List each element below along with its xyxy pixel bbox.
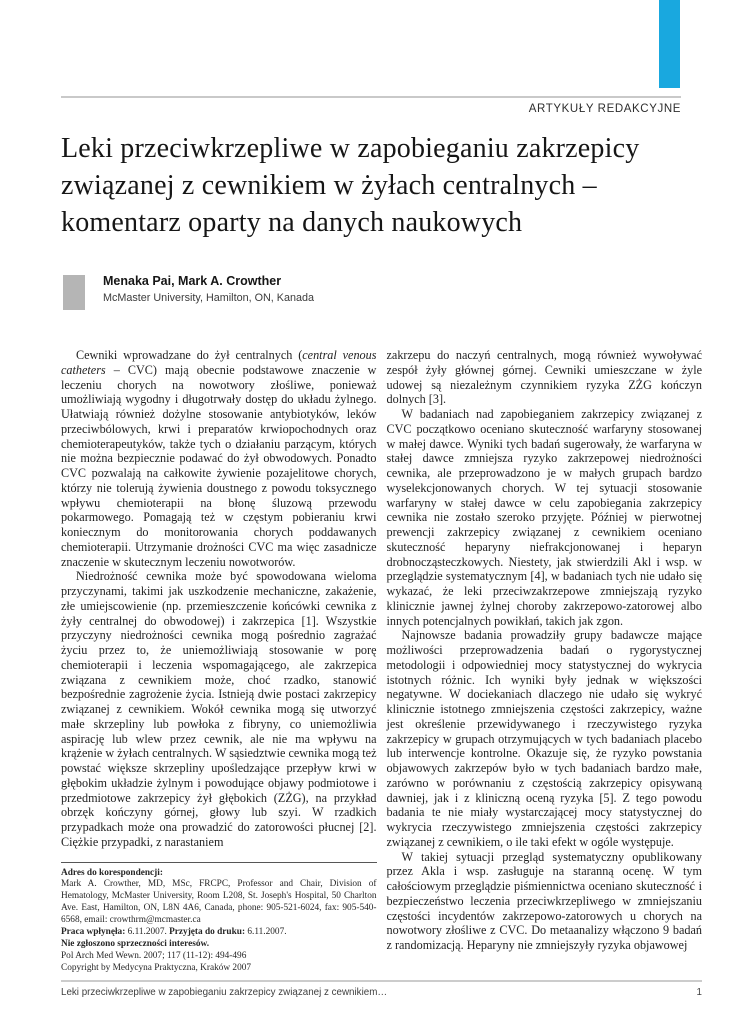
conflict-statement (61, 939, 377, 951)
paragraph: W takiej sytuacji przegląd systematyczny opublikowany przez Akla i wsp. zasługuje na staranną ocenę. W tym całościowym przeglądzie piśmiennictwa oceniano skuteczność i bezpieczeństwo leczenia przeciwkrzepliwego w zmniejszaniu częstości incydentów zakrzepowo-zatorowych u chorych na nowotwory złośliwe z CVC. Do metaanalizy włączono 9 badań z randomizacją. Heparyny nie zmniejszyły ryzyka objawowej (386, 849, 702, 952)
author-block (63, 274, 314, 310)
correspondence-address: Mark A. Crowther, MD, MSc, FRCPC, Professor and Chair, Division of Hematology, McMaster University, Room L208, St. Joseph's Hospital, 50 Charlton Ave. East, Hamilton, ON, L8N 4A6, Canada, phone: 905-521-6024, fax: 905-540-6568, email: crowthrm@mcmaster.ca (61, 879, 377, 926)
journal-citation: Pol Arch Med Wewn. 2007; 117 (11-12): 494-496 (61, 950, 247, 961)
paragraph-text: – CVC) mają obecnie podstawowe znaczenie w leczeniu chorych na nowotwory złośliwe, ponieważ umożliwiają wygodny i długotrwały dostęp do układu żylnego. Ułatwiają również dożylne stosowanie antybiotyków, leków przeciwbólowych, krwi i preparatów krwiopochodnych oraz chemioterapeutyków, także tych o działaniu parzącym, których nie można bezpiecznie podawać do żył obwodowych. Ponadto CVC pozwalają na całkowite żywienie pozajelitowe chorych, którzy nie tolerują żywienia doustnego z powodu toksycznego wpływu chemioterapii na błonę śluzową przewodu pokarmowego. Pomagają też w częstym pobieraniu krwi koniecznym do monitorowania chorych poddawanych chemioterapii. Utrzymanie drożności CVC ma więc zasadnicze znaczenie w skutecznym leczeniu nowotworów. (61, 362, 377, 569)
correspondence-label (61, 868, 377, 880)
page-number: 1 (696, 987, 702, 998)
latin-term-italic: central venous catheters (61, 348, 377, 377)
author-names: Menaka Pai, Mark A. Crowther (103, 274, 282, 288)
accepted-date: 6.11.2007. (247, 927, 287, 938)
paragraph: W badaniach nad zapobieganiem zakrzepicy związanej z CVC początkowo oceniano skuteczność warfaryny stosowanej w małej dawce. Wyniki tych badań sugerowały, że warfaryna w stałej dawce zmniejsza ryzyko zakrzepowej niedrożności cewnika, ale przeprowadzono je w małych grupach bardzo wyselekcjonowanych chorych. W tej sytuacji stosowanie warfaryny w stałej dawce w celu zapobiegania zakrzepicy cewnika nie zostało szeroko przyjęte. Później w pierwotnej prewencji zakrzepicy związanej z cewnikiem oceniano skuteczność heparyny niefrakcjonowanej i heparyn drobnocząsteczkowych. Niestety, jak stwierdzili Akl i wsp. w przeglądzie systematycznym [4], w badaniach tych nie udało się wykazać, że leki przeciwzakrzepowe zmniejszają ryzyko klinicznie jawnej żylnej choroby zakrzepowo-zatorowej albo innych potencjalnych powikłań, takich jak zgon. (386, 407, 702, 628)
paragraph-text: Cewniki wprowadzane do żył centralnych ( (76, 348, 303, 362)
accepted-label: Przyjęta do druku: (169, 927, 246, 938)
author-marker-square (63, 275, 85, 310)
received-date: 6.11.2007. (127, 927, 167, 938)
paragraph: Najnowsze badania prowadziły grupy badawcze mające możliwości przeprowadzenia badań o rygorystycznej metodologii i odpowiedniej mocy statystycznej do wykrycia istotnych różnic. Ich wyniki były jednak w większości negatywne. W dociekaniach dlaczego nie udało się wykryć klinicznie istotnego zmniejszenia częstości zakrzepicy, ważne jest określenie przewidywanego i rzeczywistego ryzyka zakrzepicy w grupach otrzymujących w tych badaniach placebo lub interwencje kontrolne. Okazuje się, że ryzyko powstania objawowych zakrzepów było w tych badaniach bardzo małe, zarówno w porównaniu z częstością zakrzepicy opisywaną dawniej, jak i z kliniczną oceną ryzyka [5]. Z tego powodu badania te nie miały wystarczającej mocy statystycznej do wykrycia rzeczywistego zmniejszenia częstości zakrzepicy związanej z cewnikiem, o ile taki efekt w ogóle występuje. (386, 628, 702, 849)
header-rule (61, 96, 681, 98)
article-title: Leki przeciwkrzepliwe w zapobieganiu zakrzepicy związanej z cewnikiem w żyłach centralnych – komentarz oparty na danych naukowych (61, 133, 640, 238)
right-column (387, 348, 703, 975)
correspondence-label-text: Adres do korespondencji: (61, 867, 163, 878)
section-category: ARTYKUŁY REDAKCYJNE (528, 103, 681, 115)
running-title: Leki przeciwkrzepliwe w zapobieganiu zakrzepicy związanej z cewnikiem… (61, 987, 388, 998)
left-column (61, 348, 377, 975)
submission-dates (61, 927, 377, 939)
paragraph (61, 348, 377, 569)
body-columns (61, 348, 702, 975)
accent-corner-bar (659, 0, 680, 88)
paragraph-continuation: zakrzepu do naczyń centralnych, mogą również wywoływać zespół żyły głównej górnej. Cewniki umieszczane w żyle udowej są niezależnym czynnikiem ryzyka ZŻG kończyn dolnych [3]. (386, 348, 702, 407)
conflict-statement-text: Nie zgłoszono sprzeczności interesów. (61, 938, 210, 949)
correspondence-footnote (61, 862, 377, 975)
copyright-line: Copyright by Medycyna Praktyczna, Kraków 2007 (61, 962, 252, 973)
page-footer (61, 980, 702, 998)
received-label: Praca wpłynęła: (61, 927, 126, 938)
author-affiliation: McMaster University, Hamilton, ON, Kanada (103, 292, 315, 304)
paragraph: Niedrożność cewnika może być spowodowana wieloma przyczynami, takimi jak uszkodzenie mechaniczne, zakażenie, złe umiejscowienie (np. przemieszczenie końcówki cewnika z żyły centralnej do obwodowej) i zakrzepica [1]. Wszystkie przyczyny niedrożności cewnika mogą pośrednio zagrażać życiu przez to, że uniemożliwiają stosowanie w porę chemioterapii i leczenia wspomagającego, ale zakrzepica związana z cewnikiem może, choć rzadko, stanowić bezpośrednie zagrożenie życia. Istnieją dwie postaci zakrzepicy związanej z cewnikiem. Wokół cewnika mogą się utworzyć małe skrzepliny lub powłoka z fibryny, co uniemożliwia aspirację lub wlew przez cewnik, ale nie ma wpływu na krążenie w żyłach centralnych. W sąsiedztwie cewnika mogą też powstać większe skrzepliny upośledzające przepływ krwi w głębokim układzie żylnym i powodujące objawy podmiotowe i przedmiotowe zakrzepicy żył głębokich (ZŻG), na przykład obrzęk kończyny górnej, głowy lub szyi. W rzadkich przypadkach może ona prowadzić do zatorowości płucnej [2]. Ciężkie przypadki, z narastaniem (61, 569, 377, 849)
author-info (103, 274, 314, 304)
